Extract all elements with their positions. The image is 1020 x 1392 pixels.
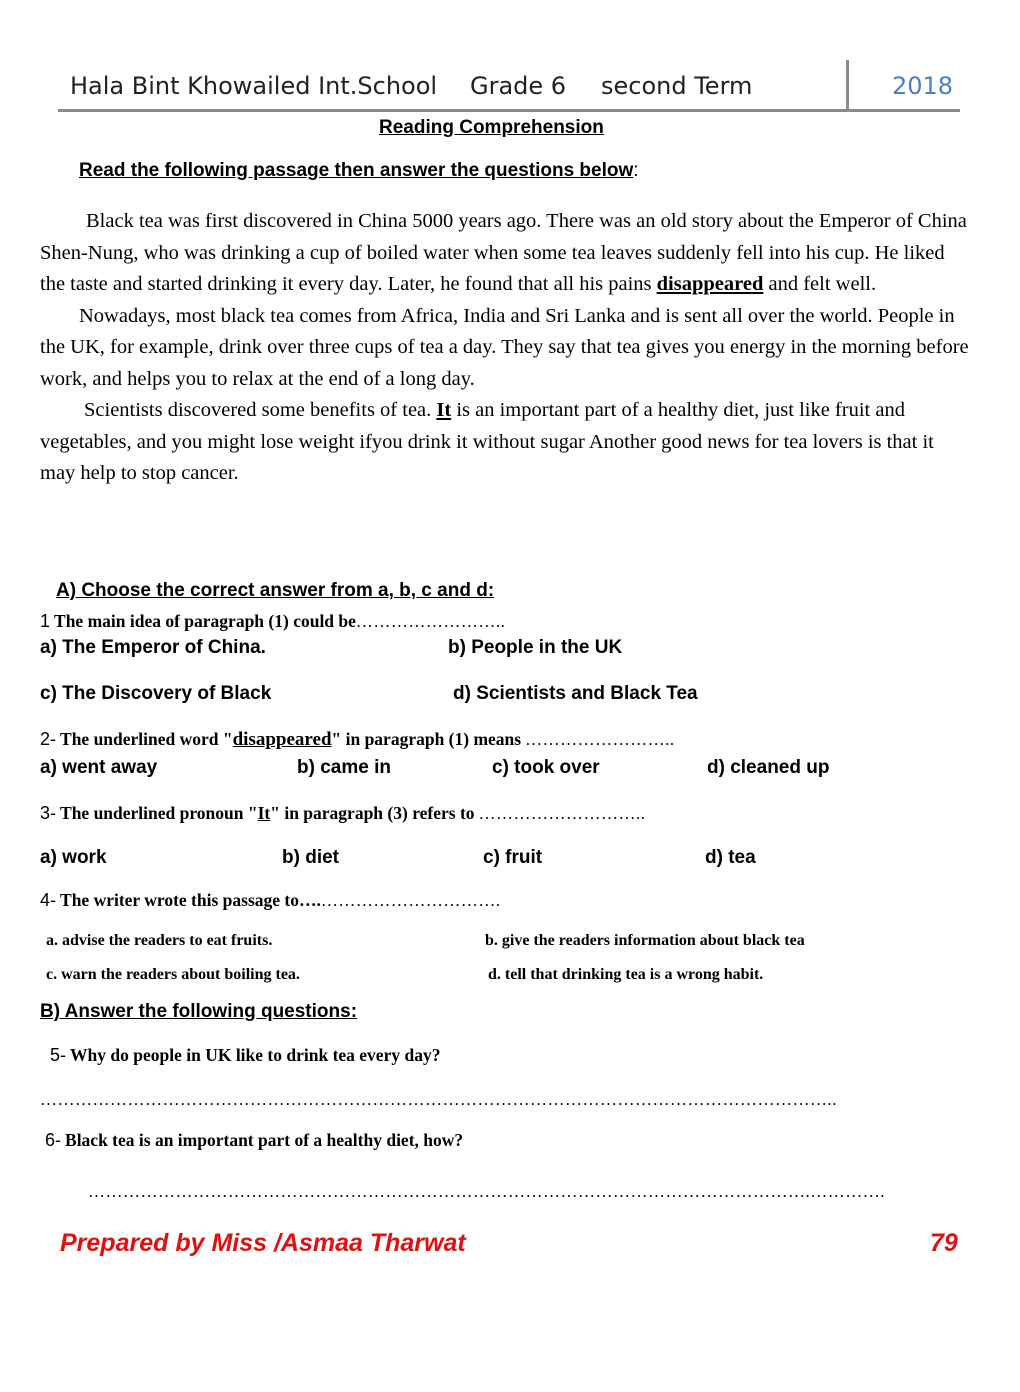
school-name: Hala Bint Khowailed Int.School xyxy=(70,72,438,100)
question-3: 3- The underlined pronoun "It" in paragraph (3) refers to ……………………….. xyxy=(40,803,646,823)
header-divider-horizontal xyxy=(58,109,960,112)
q4-option-d[interactable]: d. tell that drinking tea is a wrong habit. xyxy=(488,966,764,983)
q4-option-c[interactable]: c. warn the readers about boiling tea. xyxy=(46,966,300,983)
instruction-text: Read the following passage then answer the questions below xyxy=(79,160,634,181)
underlined-pronoun-it: It xyxy=(436,399,452,421)
reading-passage xyxy=(40,206,970,490)
question-1: 1 The main idea of paragraph (1) could be…………………….. xyxy=(40,611,506,631)
page-number: 79 xyxy=(930,1229,958,1257)
part-b-heading: B) Answer the following questions: xyxy=(40,1001,358,1022)
q3-underlined-pronoun: It xyxy=(257,803,271,823)
paragraph-1: Black tea was first discovered in China 5000 years ago. There was an old story about the Emperor of China Shen-Nung, who was drinking a cup of boiled water when some tea leaves suddenly fell into his cup. He liked the taste and started drinking it every day. Later, he found that all his pains disappeared and felt well. xyxy=(40,210,967,295)
q4-option-a[interactable]: a. advise the readers to eat fruits. xyxy=(46,932,273,949)
q2-underlined-word: disappeared xyxy=(232,729,332,750)
year-label: 2018 xyxy=(892,72,954,100)
grade-label: Grade 6 xyxy=(470,72,567,100)
q3-option-b[interactable]: b) diet xyxy=(282,847,339,868)
question-5: 5- Why do people in UK like to drink tea every day? xyxy=(50,1045,441,1065)
instruction-colon: : xyxy=(633,160,639,181)
prepared-by: Prepared by Miss /Asmaa Tharwat xyxy=(60,1229,466,1257)
q4-option-b[interactable]: b. give the readers information about black tea xyxy=(485,932,805,949)
question-2: 2- The underlined word "disappeared" in paragraph (1) means …………………….. xyxy=(40,729,675,750)
underlined-word-disappeared: disappeared xyxy=(656,273,764,295)
q2-option-d[interactable]: d) cleaned up xyxy=(707,757,830,778)
question-4: 4- The writer wrote this passage to….…………………………. xyxy=(40,890,501,910)
question-6: 6- Black tea is an important part of a healthy diet, how? xyxy=(45,1130,464,1150)
section-title: Reading Comprehension xyxy=(379,117,604,138)
q2-option-a[interactable]: a) went away xyxy=(40,757,158,778)
q2-option-b[interactable]: b) came in xyxy=(297,757,391,778)
part-a-heading: A) Choose the correct answer from a, b, c and d: xyxy=(56,580,495,601)
q1-option-b[interactable]: b) People in the UK xyxy=(448,637,623,658)
q2-option-c[interactable]: c) took over xyxy=(492,757,600,778)
paragraph-3: Scientists discovered some benefits of tea. It is an important part of a healthy diet, just like fruit and vegetables, and you might lose weight ifyou drink it without sugar Another good news for tea lovers is that it may help to stop cancer. xyxy=(40,399,934,484)
instruction xyxy=(79,160,639,182)
q1-option-d[interactable]: d) Scientists and Black Tea xyxy=(453,683,698,704)
q3-option-a[interactable]: a) work xyxy=(40,847,107,868)
header-divider-vertical xyxy=(846,60,849,110)
term-label: second Term xyxy=(601,72,753,100)
q6-answer-line[interactable]: …………………………………………………………………………………………………………….…………. xyxy=(88,1182,885,1201)
q3-option-c[interactable]: c) fruit xyxy=(483,847,543,868)
q1-option-a[interactable]: a) The Emperor of China. xyxy=(40,637,266,658)
q1-option-c[interactable]: c) The Discovery of Black xyxy=(40,683,272,704)
q3-option-d[interactable]: d) tea xyxy=(705,847,756,868)
q5-answer-line[interactable]: ……………………………………………………………………………………………………………………….. xyxy=(40,1090,837,1109)
paragraph-2: Nowadays, most black tea comes from Africa, India and Sri Lanka and is sent all over the world. People in the UK, for example, drink over three cups of tea a day. They say that tea gives you energy in the morning before work, and helps you to relax at the end of a long day. xyxy=(40,304,969,390)
